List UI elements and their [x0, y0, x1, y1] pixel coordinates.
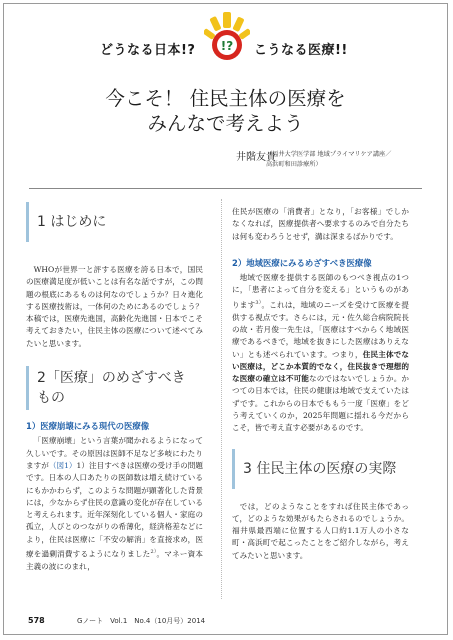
section-3-heading: 3 住民主体の医療の実際 — [243, 460, 397, 477]
title-line-1: 今こそ！ 住民主体の医療を — [105, 87, 346, 110]
author-name: 井階友貴 — [236, 152, 276, 163]
article-title — [4, 86, 447, 136]
para2-part-a: 地域で医療を提供する医師のもつべき視点の1つに，「患者によって自分を変える」というものがあります — [232, 273, 409, 310]
para2-part-b: 。これは，地域のニーズを受けて医療を提供する視点です。さらには，元・佐久総合病院院長の故・若月俊一先生は，「医療はすべからく地域医療であるべきで，地域を抜きにした医療はありえない」とも述べられています。つまり， — [232, 300, 410, 359]
header-banner — [4, 6, 447, 68]
section-2-continued-paragraph: 住民が医療の「消費者」となり，「お客様」でしかなくなれば，医療提供者へ要求するのみで自分たちは何も変わろうとせず，溝は深まるばかりです。 — [232, 207, 409, 241]
para1-part-c: 。マネー資本主義の波にのまれ， — [26, 549, 204, 571]
para2-part-c: なのではないでしょうか。かつての日本では，住民の健康は地域で支えていたはずです。これからの日本でももう一度「医療」をどう考えていくのか，2025年問題に揺れる今だからこそ，皆で考え直す必要があるのです。 — [232, 374, 410, 433]
right-column — [232, 206, 409, 562]
section-1-heading-box — [26, 202, 203, 242]
para2-bold-emphasis: 住民主体でない医療は，どこか本質的でなく，住民抜きで理想的な医療の確立は不可能 — [232, 349, 409, 384]
affiliation-line-1: （福井大学医学部 地域プライマリケア講座／ — [266, 151, 392, 158]
author-affiliation — [266, 150, 426, 170]
left-column — [26, 200, 203, 573]
gear-logo-icon — [204, 12, 250, 62]
footnote-ref-2: 2） — [150, 549, 157, 556]
subsection-2-heading: 2）地域医療にみるめざすべき医療像 — [232, 257, 372, 268]
title-divider — [29, 188, 422, 189]
para1-part-b: 1）注目すべきは医療の受け手の問題です。日本の人口あたりの医師数は増え続けているにもかかわらず，このような問題が顕著化した背景には，少なからず住民の意識の変化が存在していると考えられます。近年深刻化している個人・家庭の孤立，人びとのつながりの希薄化，経済格差などにより，住民は医療に「不安の解消」を直接求め，医療を過剰消費するようになりました — [26, 460, 203, 559]
banner-right-text: こうなる医療!! — [254, 43, 348, 58]
section-2-heading-line-2: もの — [37, 390, 65, 407]
section-3-paragraph: では，どのようなことをすれば住民主体であって，どのような効果がもたらされるのでしょうか。福井県最西端に位置する人口約1.1万人の小さな町・高浜町で起こったことをご紹介しながら，考えてみたいと思います。 — [232, 501, 409, 560]
section-2-heading-line-1: 2「医療」のめざすべき — [37, 370, 186, 387]
footnote-ref-3: 3） — [255, 299, 262, 306]
page-footer — [28, 616, 205, 626]
svg-text:!?: !? — [220, 39, 234, 53]
section-2-heading-box — [26, 366, 203, 410]
section-1-heading: 1 はじめに — [37, 214, 107, 230]
page-frame — [3, 3, 448, 635]
figure-1-link[interactable]: （図1） — [48, 460, 77, 470]
section-1-paragraph: WHOが世界一と評する医療を誇る日本で，国民の医療満足度が低いことは有名な話ですが，この問題の根底にあるものは何なのでしょうか？日々進化する医療技術は，一体何のためにあるのでしょう？本稿では，医療先進国，高齢化先進国・日本でこそ考えておきたい，住民主体の医療について述べてみたいと思います。 — [26, 265, 203, 348]
subsection-2-paragraph — [232, 272, 409, 434]
para1-part-a: 「医療崩壊」という言葉が聞かれるようになって久しいです。その原因は医師不足など多岐にわたりますが — [26, 436, 203, 470]
subsection-1-paragraph — [26, 435, 203, 573]
journal-info: Gノート Vol.1 No.4（10月号）2014 — [76, 617, 206, 625]
title-line-2: みんなで考えよう — [147, 112, 304, 135]
column-separator — [221, 199, 222, 599]
page-number: 578 — [28, 616, 45, 625]
banner-left-text: どうなる日本!? — [100, 43, 196, 58]
section-3-heading-box — [232, 449, 409, 489]
affiliation-line-2: 高浜町和田診療所） — [266, 161, 322, 168]
subsection-1-heading: 1）医療崩壊にみる現代の医療像 — [26, 421, 150, 432]
